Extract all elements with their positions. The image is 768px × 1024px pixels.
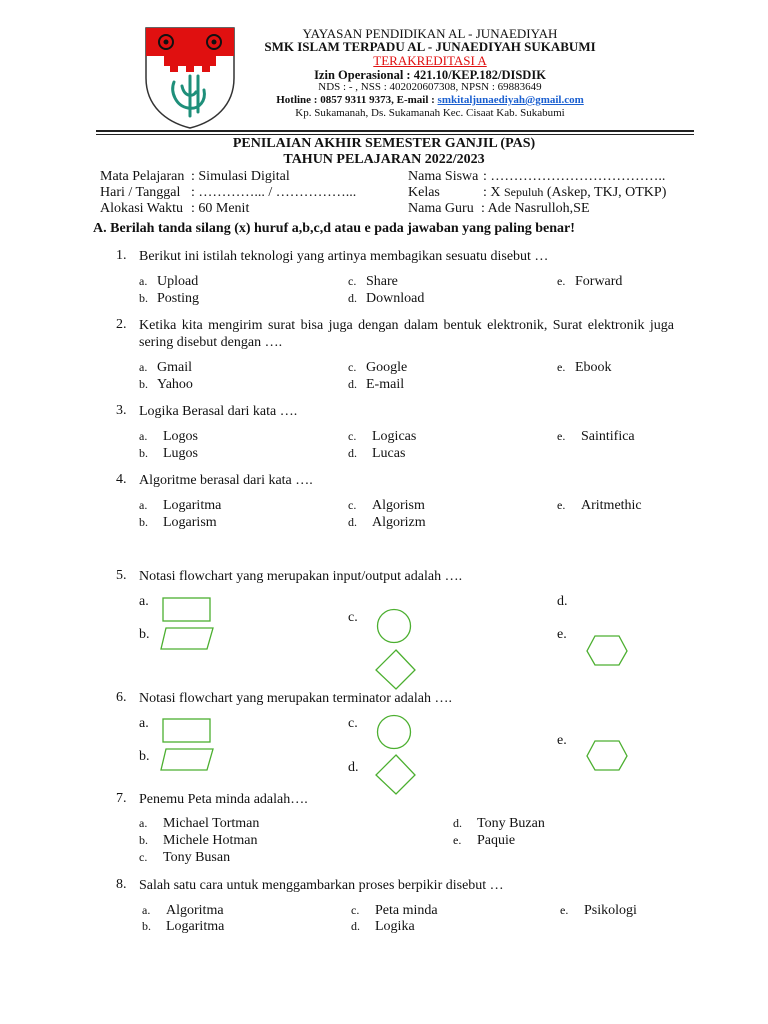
- option-8b[interactable]: b. Logaritma: [142, 919, 225, 934]
- option-8a[interactable]: a. Algoritma: [142, 903, 224, 918]
- option-8d[interactable]: d. Logika: [351, 919, 415, 934]
- question-number: 6.: [116, 690, 127, 705]
- connector-circle-icon[interactable]: [376, 714, 412, 750]
- question-number: 4.: [116, 472, 127, 487]
- option-5e-letter[interactable]: e.: [557, 627, 567, 642]
- teacher-label: Nama Guru: [408, 201, 474, 216]
- student-label: Nama Siswa: [408, 169, 479, 184]
- preparation-hexagon-icon[interactable]: [585, 635, 629, 667]
- class-value: [483, 185, 666, 201]
- input-output-parallelogram-icon[interactable]: [160, 748, 214, 772]
- option-1d[interactable]: d. Download: [348, 291, 425, 306]
- option-6c-letter[interactable]: c.: [348, 716, 358, 731]
- option-3e[interactable]: e. Saintifica: [557, 429, 635, 444]
- option-7d[interactable]: d. Tony Buzan: [453, 816, 545, 831]
- process-rectangle-icon[interactable]: [162, 597, 212, 623]
- question-text: Logika Berasal dari kata ….: [139, 404, 298, 419]
- option-6d-letter[interactable]: d.: [348, 760, 359, 775]
- hotline-text: Hotline : 0857 9311 9373, E-mail :: [276, 94, 438, 106]
- option-8c[interactable]: c. Peta minda: [351, 903, 438, 918]
- question-number: 7.: [116, 791, 127, 806]
- option-5d-letter[interactable]: d.: [557, 594, 568, 609]
- question-text: Penemu Peta minda adalah….: [139, 792, 308, 807]
- header-divider: [96, 130, 694, 132]
- option-3c[interactable]: c. Logicas: [348, 429, 417, 444]
- question-text: Algoritme berasal dari kata ….: [139, 473, 313, 488]
- school-ids: NDS : - , NSS : 402020607308, NPSN : 69883649: [318, 81, 542, 93]
- option-5b-letter[interactable]: b.: [139, 627, 150, 642]
- time-label: Alokasi Waktu: [100, 201, 183, 216]
- class-value-small: Sepuluh: [504, 185, 544, 199]
- foundation-name: YAYASAN PENDIDIKAN AL - JUNAEDIYAH: [302, 26, 558, 41]
- option-1b[interactable]: b. Posting: [139, 291, 200, 306]
- question-number: 2.: [116, 317, 127, 332]
- option-1c[interactable]: c. Share: [348, 274, 398, 289]
- option-5a-letter[interactable]: a.: [139, 594, 149, 609]
- option-5c-letter[interactable]: c.: [348, 610, 358, 625]
- time-value: : 60 Menit: [191, 201, 250, 216]
- input-output-parallelogram-icon[interactable]: [160, 627, 214, 651]
- connector-circle-icon[interactable]: [376, 608, 412, 644]
- question-number: 8.: [116, 877, 127, 892]
- subject-label: Mata Pelajaran: [100, 169, 185, 184]
- email-link[interactable]: smkitaljunaediyah@gmail.com: [437, 94, 584, 106]
- option-6a-letter[interactable]: a.: [139, 716, 149, 731]
- option-7e[interactable]: e. Paquie: [453, 833, 516, 848]
- section-a-instruction: A. Berilah tanda silang (x) huruf a,b,c,d atau e pada jawaban yang paling benar!: [93, 221, 575, 236]
- option-1a[interactable]: a. Upload: [139, 274, 199, 289]
- option-3a[interactable]: a. Logos: [139, 429, 198, 444]
- exam-title: PENILAIAN AKHIR SEMESTER GANJIL (PAS): [232, 136, 536, 151]
- option-4a[interactable]: a. Logaritma: [139, 498, 222, 513]
- class-value-a: : X: [483, 185, 504, 200]
- option-2b[interactable]: b. Yahoo: [139, 377, 193, 392]
- class-label: Kelas: [408, 185, 440, 200]
- question-number: 3.: [116, 403, 127, 418]
- decision-diamond-icon[interactable]: [375, 754, 417, 796]
- operational-permit: Izin Operasional : 421.10/KEP.182/DISDIK: [314, 68, 546, 82]
- class-value-b: (Askep, TKJ, OTKP): [543, 185, 667, 200]
- school-address: Kp. Sukamanah, Ds. Sukamanah Kec. Cisaat Kab. Sukabumi: [295, 107, 565, 119]
- contact-line: [250, 94, 610, 106]
- option-7c[interactable]: c. Tony Busan: [139, 850, 231, 865]
- school-logo-icon: [144, 26, 236, 130]
- option-6b-letter[interactable]: b.: [139, 749, 150, 764]
- question-text: Ketika kita mengirim surat bisa juga dengan dalam bentuk elektronik, Surat elektronik juga sering disebut dengan ….: [139, 318, 674, 350]
- subject-value: : Simulasi Digital: [191, 169, 290, 184]
- option-1e[interactable]: e. Forward: [557, 274, 623, 289]
- teacher-value: : Ade Nasrulloh,SE: [481, 201, 590, 216]
- question-number: 1.: [116, 248, 127, 263]
- header-divider-thin: [96, 134, 694, 135]
- student-value: : ………………………………..: [483, 169, 666, 184]
- question-text: Berikut ini istilah teknologi yang artinya membagikan sesuatu disebut …: [139, 249, 549, 264]
- process-rectangle-icon[interactable]: [162, 718, 212, 744]
- option-2d[interactable]: d. E-mail: [348, 377, 405, 392]
- option-6e-letter[interactable]: e.: [557, 733, 567, 748]
- question-text: Salah satu cara untuk menggambarkan proses berpikir disebut …: [139, 878, 504, 893]
- school-name: SMK ISLAM TERPADU AL - JUNAEDIYAH SUKABUMI: [264, 39, 596, 54]
- option-3d[interactable]: d. Lucas: [348, 446, 406, 461]
- question-number: 5.: [116, 568, 127, 583]
- question-text: Notasi flowchart yang merupakan input/output adalah ….: [139, 569, 463, 584]
- option-4e[interactable]: e. Aritmethic: [557, 498, 642, 513]
- option-4c[interactable]: c. Algorism: [348, 498, 425, 513]
- accreditation-badge: TERAKREDITASI A: [373, 53, 487, 68]
- option-4d[interactable]: d. Algorizm: [348, 515, 426, 530]
- option-8e[interactable]: e. Psikologi: [560, 903, 637, 918]
- exam-year: TAHUN PELAJARAN 2022/2023: [283, 152, 485, 167]
- option-7b[interactable]: b. Michele Hotman: [139, 833, 258, 848]
- option-2e[interactable]: e. Ebook: [557, 360, 612, 375]
- option-3b[interactable]: b. Lugos: [139, 446, 198, 461]
- date-value: : …………... / ……………...: [191, 185, 357, 200]
- question-text: Notasi flowchart yang merupakan terminator adalah ….: [139, 691, 452, 706]
- date-label: Hari / Tanggal: [100, 185, 181, 200]
- option-7a[interactable]: a. Michael Tortman: [139, 816, 260, 831]
- preparation-hexagon-icon[interactable]: [585, 740, 629, 772]
- option-2a[interactable]: a. Gmail: [139, 360, 192, 375]
- option-4b[interactable]: b. Logarism: [139, 515, 217, 530]
- option-2c[interactable]: c. Google: [348, 360, 408, 375]
- decision-diamond-icon[interactable]: [375, 649, 417, 691]
